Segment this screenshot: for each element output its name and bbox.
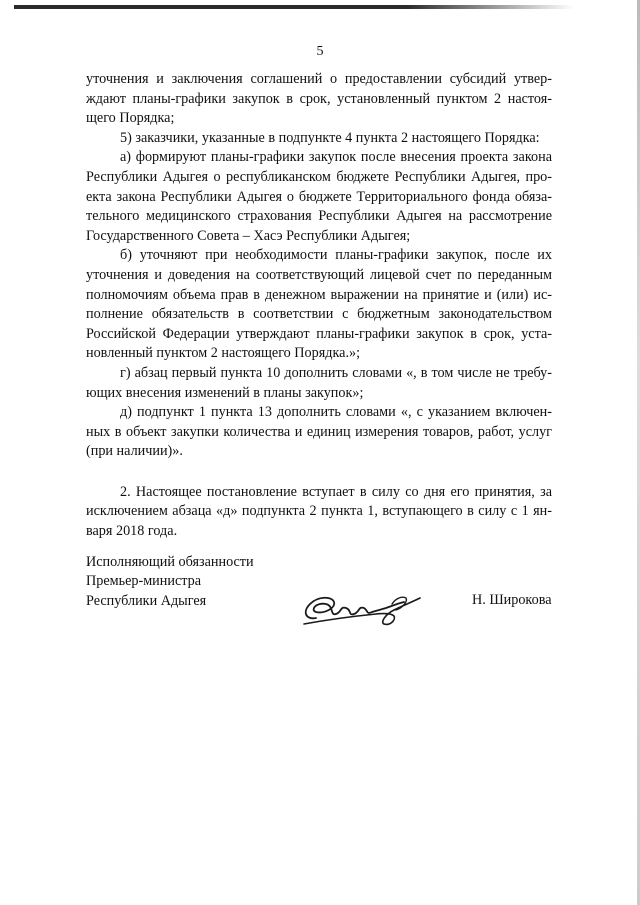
- text-line: 5) заказчики, указанные в подпункте 4 пункта 2 настоящего Порядка:: [120, 129, 540, 146]
- paragraph: [86, 70, 552, 129]
- text-line: тельного медицинского страхования Республики Адыгея на рассмотрение: [86, 208, 552, 225]
- text-line: ющих внесения изменений в планы закупок»;: [86, 384, 364, 401]
- document-body: [86, 70, 552, 542]
- paragraph: [86, 483, 552, 542]
- text-line: новленный пунктом 2 настоящего Порядка.»;: [86, 345, 361, 362]
- text-line: г) абзац первый пункта 10 дополнить словами «, в том числе не требу-: [120, 364, 552, 381]
- text-line: уточнения и заключения соглашений о предоставлении субсидий утвер-: [86, 71, 552, 87]
- paragraph: [86, 364, 552, 403]
- text-line: Государственного Совета – Хасэ Республики Адыгея;: [86, 227, 411, 244]
- page-number: 5: [316, 44, 324, 59]
- text-line: исключением абзаца «д» подпункта 2 пункта 1, вступающего в силу с 1 ян-: [86, 503, 552, 520]
- signer-position-line-1: Исполняющий обязанности: [86, 554, 254, 570]
- scan-edge-top: [14, 5, 574, 9]
- text-line: д) подпункт 1 пункта 13 дополнить словами «, с указанием включен-: [120, 404, 552, 421]
- handwritten-signature: [296, 590, 428, 630]
- signature-block: [86, 553, 254, 611]
- text-line: екта закона Республики Адыгея о бюджете Территориального фонда обяза-: [86, 188, 552, 205]
- paragraph: [86, 246, 552, 364]
- paragraph: [86, 148, 552, 246]
- signer-position-line-3: Республики Адыгея: [86, 592, 207, 609]
- text-line: (при наличии)».: [86, 443, 183, 460]
- text-line: Российской Федерации утверждают планы-графики закупок в срок, уста-: [86, 325, 552, 342]
- text-line: уточнения и доведения на соответствующий лицевой счет по переданным: [86, 266, 552, 283]
- signer-position-line-2: Премьер-министра: [86, 573, 202, 590]
- text-line: 2. Настоящее постановление вступает в силу со дня его принятия, за: [120, 483, 552, 500]
- text-line: полномочиям объема прав в денежном выражении на принятие и (или) ис-: [86, 286, 552, 303]
- text-line: ждают планы-графики закупок в срок, установленный пунктом 2 настоя-: [86, 90, 552, 107]
- text-line: б) уточняют при необходимости планы-графики закупок, после их: [120, 247, 552, 264]
- text-line: полнение обязательств в соответствии с бюджетным законодательством: [86, 306, 552, 323]
- text-line: щего Порядка;: [86, 110, 175, 127]
- text-line: а) формируют планы-графики закупок после внесения проекта закона: [120, 149, 552, 166]
- text-line: Республики Адыгея о республиканском бюджете Республики Адыгея, про-: [86, 168, 552, 185]
- signer-name: Н. Широкова: [472, 592, 552, 608]
- paragraph: [86, 403, 552, 462]
- paragraph-gap: [86, 462, 552, 483]
- paragraph: [86, 129, 552, 149]
- text-line: варя 2018 года.: [86, 523, 178, 540]
- text-line: ных в объект закупки количества и единиц измерения товаров, работ, услуг: [86, 423, 552, 440]
